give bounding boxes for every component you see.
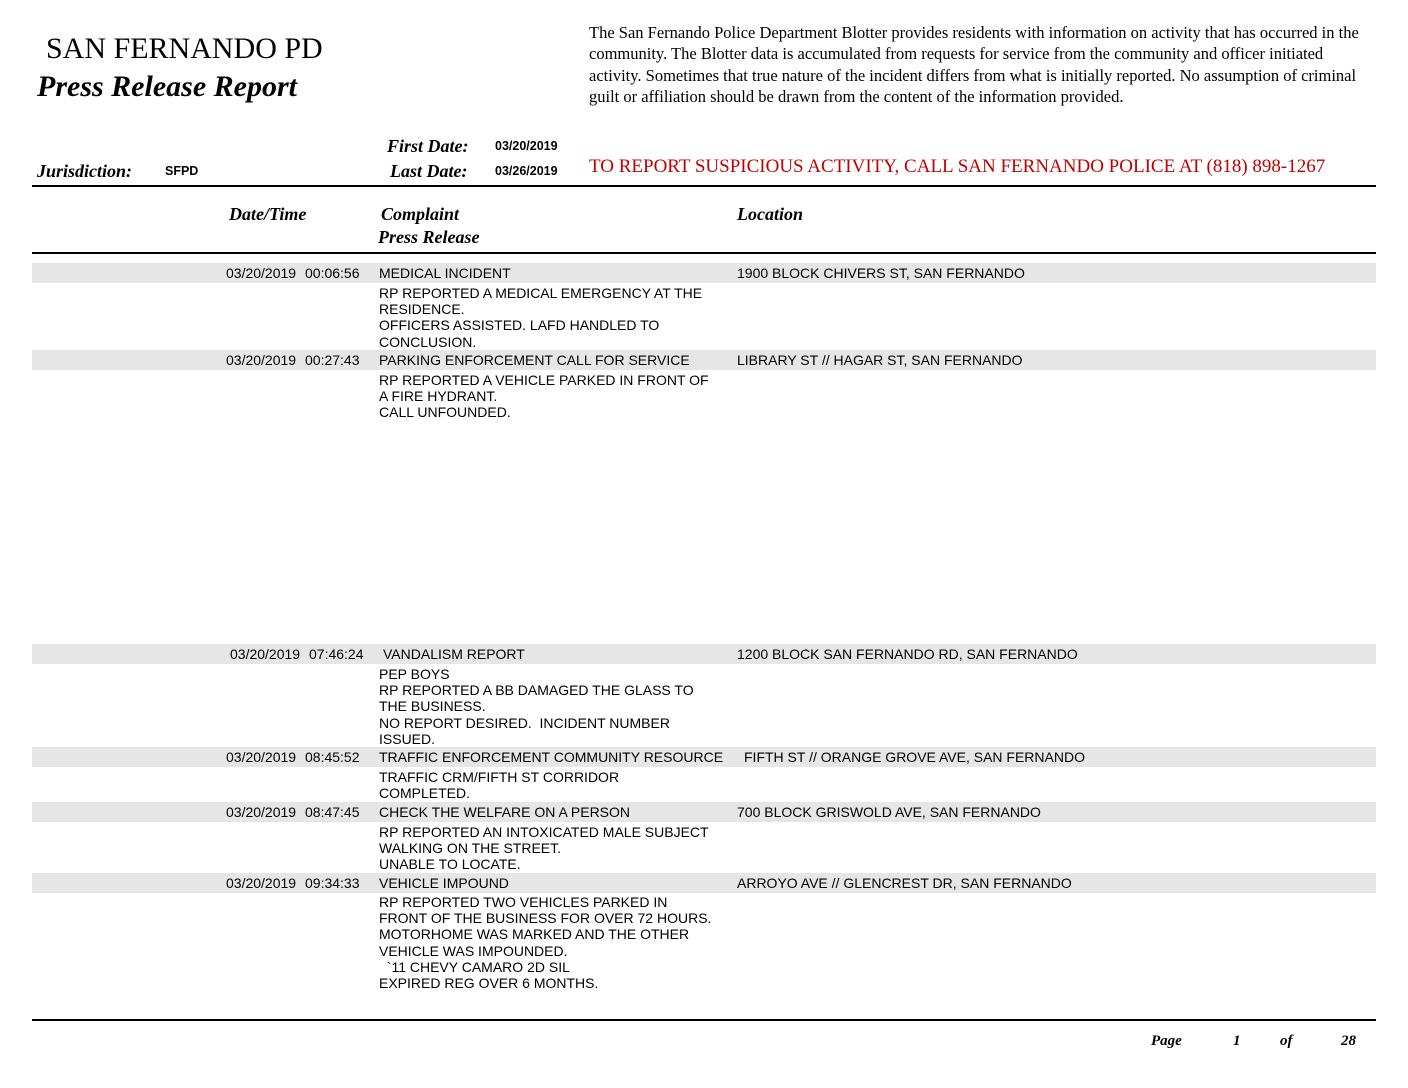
report-title: Press Release Report [37,70,297,103]
entry-time: 00:27:43 [305,352,360,368]
entry-complaint: CHECK THE WELFARE ON A PERSON [379,804,631,820]
column-header-complaint: Complaint [381,204,460,224]
agency-name: SAN FERNANDO PD [46,32,323,65]
entry-press-release: RP REPORTED AN INTOXICATED MALE SUBJECT WALKING ON THE STREET. UNABLE TO LOCATE. [379,824,709,873]
disclaimer-text: The San Fernando Police Department Blotter provides residents with information on activity that has occurred in the community. The Blotter data is accumulated from requests for service from the community and officer initiated activity. Sometimes that true nature of the incident differs from what is initially reported. No assumption of criminal guilt or affiliation should be drawn from the content of the information provided. [589,23,1359,106]
entry-date: 03/20/2019 [226,875,297,891]
column-header-datetime: Date/Time [229,204,307,224]
entry-date: 03/20/2019 [230,646,301,662]
column-header-location: Location [737,204,803,224]
entry-date: 03/20/2019 [226,804,297,820]
entry-press-release: TRAFFIC CRM/FIFTH ST CORRIDOR COMPLETED. [379,769,620,802]
header-rule [32,185,1376,187]
entry-time: 07:46:24 [309,646,364,662]
entry-location: 700 BLOCK GRISWOLD AVE, SAN FERNANDO [737,804,1041,820]
entry-complaint: PARKING ENFORCEMENT CALL FOR SERVICE [379,352,690,368]
jurisdiction-label: Jurisdiction: [37,161,133,181]
entry-press-release: RP REPORTED A MEDICAL EMERGENCY AT THE RESIDENCE. OFFICERS ASSISTED. LAFD HANDLED TO CONCLUSION. [379,285,703,350]
entry-press-release: RP REPORTED A VEHICLE PARKED IN FRONT OF A FIRE HYDRANT. CALL UNFOUNDED. [379,372,709,421]
page-label: Page [1151,1033,1182,1049]
entry-time: 08:45:52 [305,749,360,765]
entry-complaint: TRAFFIC ENFORCEMENT COMMUNITY RESOURCE [379,749,724,765]
entry-location: 1900 BLOCK CHIVERS ST, SAN FERNANDO [737,265,1025,281]
entry-complaint: MEDICAL INCIDENT [379,265,511,281]
entry-time: 09:34:33 [305,875,360,891]
entry-press-release: PEP BOYS RP REPORTED A BB DAMAGED THE GLASS TO THE BUSINESS. NO REPORT DESIRED. INCIDENT NUMBER ISSUED. [379,666,694,747]
entry-complaint: VEHICLE IMPOUND [379,875,509,891]
entry-location: LIBRARY ST // HAGAR ST, SAN FERNANDO [737,352,1023,368]
report-warning: TO REPORT SUSPICIOUS ACTIVITY, CALL SAN FERNANDO POLICE AT (818) 898-1267 [589,156,1326,177]
entry-location: FIFTH ST // ORANGE GROVE AVE, SAN FERNANDO [744,749,1085,765]
page-number: 1 [1233,1033,1241,1049]
entry-location: 1200 BLOCK SAN FERNANDO RD, SAN FERNANDO [737,646,1078,662]
column-header-press-release: Press Release [378,227,480,247]
first-date-value: 03/20/2019 [495,139,558,153]
footer-rule [32,1019,1376,1021]
entry-date: 03/20/2019 [226,749,297,765]
jurisdiction-value: SFPD [165,164,199,178]
entry-time: 00:06:56 [305,265,360,281]
last-date-label: Last Date: [390,161,468,181]
of-label: of [1280,1033,1293,1049]
column-header-rule [32,252,1376,254]
entry-time: 08:47:45 [305,804,360,820]
first-date-label: First Date: [387,136,469,156]
entry-complaint: VANDALISM REPORT [383,646,525,662]
entry-press-release: RP REPORTED TWO VEHICLES PARKED IN FRONT OF THE BUSINESS FOR OVER 72 HOURS. MOTORHOME WAS MARKED AND THE OTHER VEHICLE WAS IMPOUNDED. `11 CHEVY CAMARO 2D SIL EXPIRED REG OVER 6 MONTHS. [379,894,712,992]
entry-date: 03/20/2019 [226,352,297,368]
entry-location: ARROYO AVE // GLENCREST DR, SAN FERNANDO [737,875,1072,891]
entry-date: 03/20/2019 [226,265,297,281]
last-date-value: 03/26/2019 [495,164,558,178]
total-pages: 28 [1341,1033,1356,1049]
